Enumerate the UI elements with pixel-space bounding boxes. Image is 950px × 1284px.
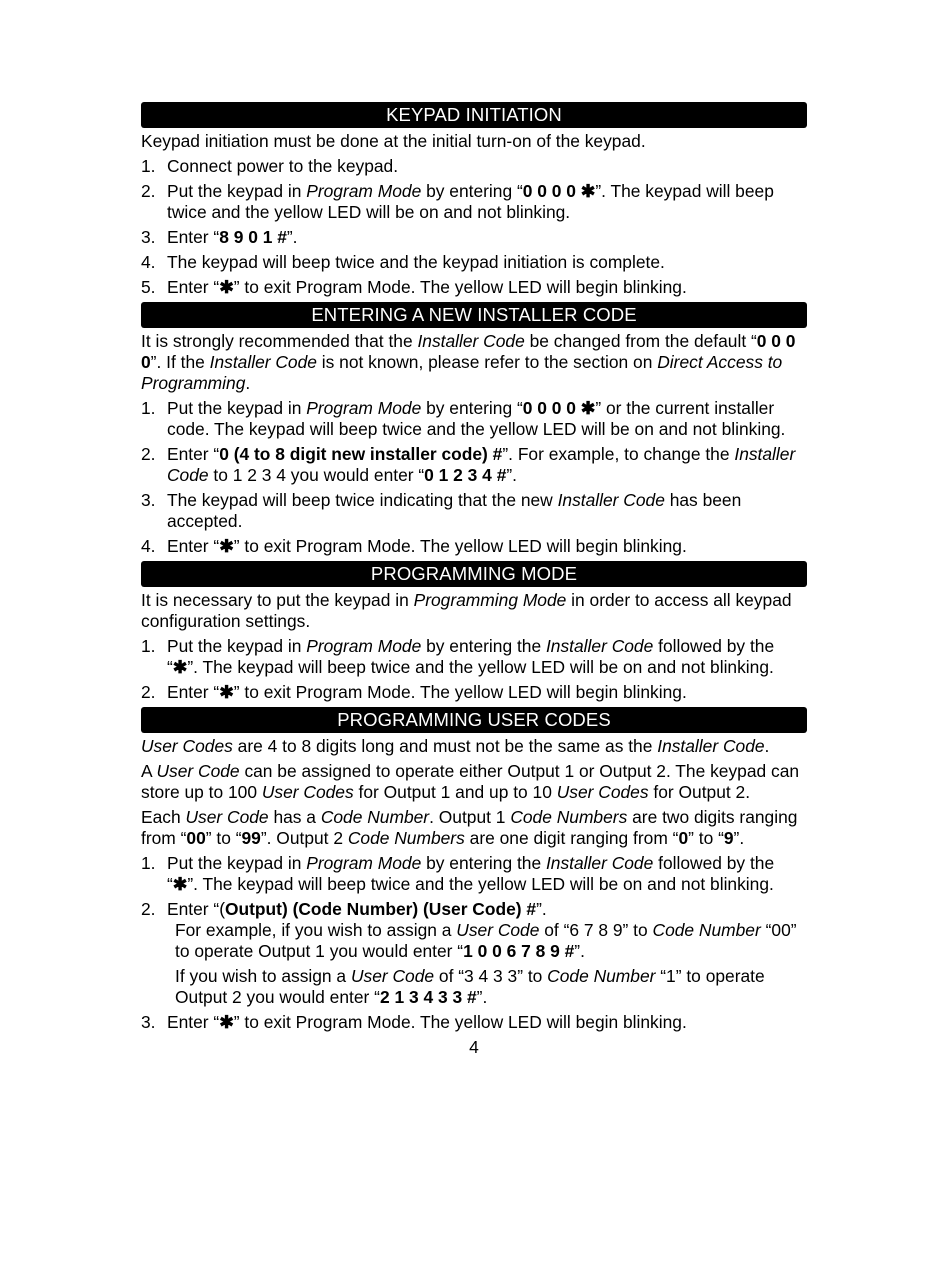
list-item: 3. The keypad will beep twice indicating that the new Installer Code has been accepted. [141, 490, 742, 531]
section-intro: It is strongly recommended that the Installer Code be changed from the default “0 0 0 0”. If the Installer Code is not known, please refer to the section on Direct Access to Programming. [141, 331, 796, 393]
paragraph: A User Code can be assigned to operate either Output 1 or Output 2. The keypad can store up to 100 User Codes for Output 1 and up to 10 User Codes for Output 2. [141, 761, 800, 802]
list-item: 2. Enter “✱” to exit Program Mode. The yellow LED will begin blinking. [141, 682, 687, 702]
list-item: 2. Enter “(Output) (Code Number) (User Code) #”. For example, if you wish to assign a User Code of “6 7 8 9” to Code Number “00” to operate Output 1 you would enter “1 0 0 6 7 8 9 #”. If you wish to assign a User Code of “3 4 3 3” to Code Number “1” to operate Output 2 you would enter “2 1 3 4 3 3 #”. [141, 899, 807, 1008]
list-item: 3. Enter “8 9 0 1 #”. [141, 227, 298, 247]
section-header-new-installer-code: ENTERING A NEW INSTALLER CODE [141, 302, 807, 328]
section-intro: Keypad initiation must be done at the initial turn-on of the keypad. [141, 131, 646, 151]
list-item: 1. Put the keypad in Program Mode by entering “0 0 0 0 ✱” or the current installer code. The keypad will beep twice and the yellow LED will be on and not blinking. [141, 398, 786, 439]
list-item: 5. Enter “✱” to exit Program Mode. The yellow LED will begin blinking. [141, 277, 687, 297]
paragraph: Each User Code has a Code Number. Output 1 Code Numbers are two digits ranging from “00” to “99”. Output 2 Code Numbers are one digit ranging from “0” to “9”. [141, 807, 798, 848]
steps-list [141, 398, 807, 557]
section-header-programming-mode: PROGRAMMING MODE [141, 561, 807, 587]
section-header-programming-user-codes: PROGRAMMING USER CODES [141, 707, 807, 733]
steps-list [141, 636, 807, 703]
list-item: 1. Put the keypad in Program Mode by entering the Installer Code followed by the “✱”. The keypad will beep twice and the yellow LED will be on and not blinking. [141, 636, 775, 677]
page-number: 4 [469, 1037, 479, 1057]
list-item: 4. Enter “✱” to exit Program Mode. The yellow LED will begin blinking. [141, 536, 687, 556]
example-paragraph: For example, if you wish to assign a User Code of “6 7 8 9” to Code Number “00” to operate Output 1 you would enter “1 0 0 6 7 8 9 #”. [175, 920, 797, 961]
list-item: 2. Enter “0 (4 to 8 digit new installer code) #”. For example, to change the Installer Code to 1 2 3 4 you would enter “0 1 2 3 4 #”. [141, 444, 796, 485]
example-paragraph: If you wish to assign a User Code of “3 4 3 3” to Code Number “1” to operate Output 2 you would enter “2 1 3 4 3 3 #”. [175, 966, 765, 1007]
list-item: 2. Put the keypad in Program Mode by entering “0 0 0 0 ✱”. The keypad will beep twice and the yellow LED will be on and not blinking. [141, 181, 774, 222]
list-item: 1. Connect power to the keypad. [141, 156, 399, 176]
manual-page [141, 102, 807, 1058]
section-header-keypad-initiation: KEYPAD INITIATION [141, 102, 807, 128]
list-item: 1. Put the keypad in Program Mode by entering the Installer Code followed by the “✱”. The keypad will beep twice and the yellow LED will be on and not blinking. [141, 853, 775, 894]
section-intro: It is necessary to put the keypad in Programming Mode in order to access all keypad configuration settings. [141, 590, 792, 631]
list-item: 3. Enter “✱” to exit Program Mode. The yellow LED will begin blinking. [141, 1012, 687, 1032]
steps-list [141, 853, 807, 1033]
list-item: 4. The keypad will beep twice and the keypad initiation is complete. [141, 252, 665, 272]
steps-list [141, 156, 807, 298]
paragraph: User Codes are 4 to 8 digits long and must not be the same as the Installer Code. [141, 736, 770, 756]
